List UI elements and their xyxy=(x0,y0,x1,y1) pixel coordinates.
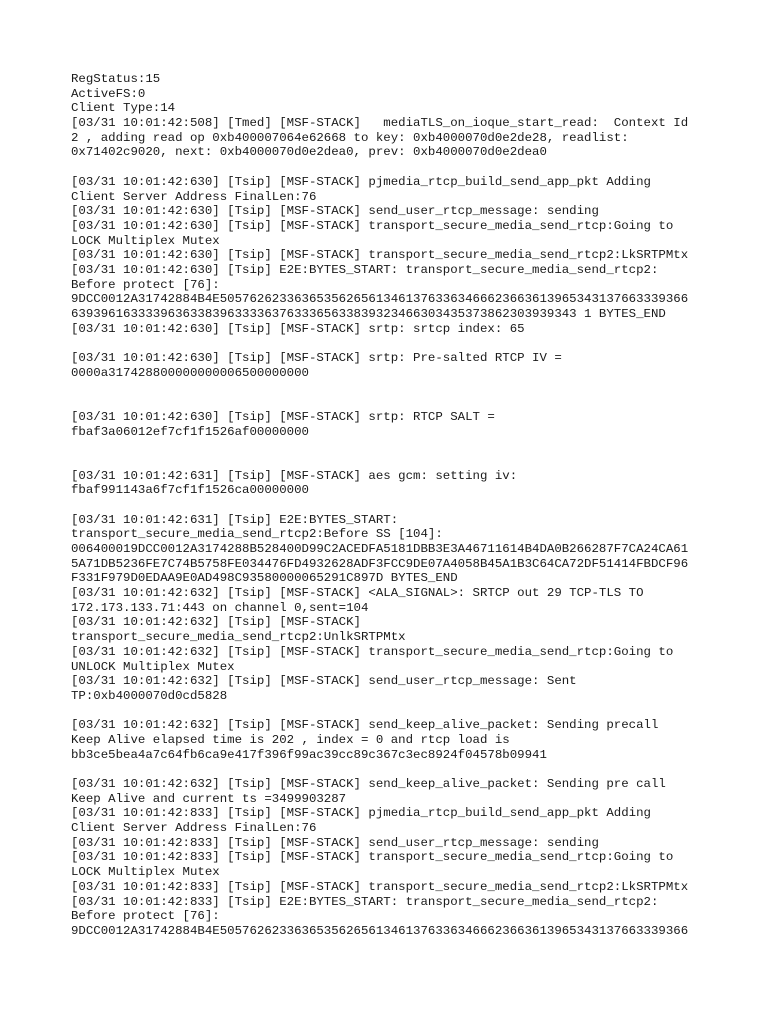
blank-line xyxy=(71,498,711,513)
log-line: LOCK Multiplex Mutex xyxy=(71,233,220,248)
log-line: bb3ce5bea4a7c64fb6ca9e417f396f99ac39cc89c367c3ec8924f04578b09941 xyxy=(71,747,547,762)
blank-line xyxy=(71,160,711,175)
log-line: [03/31 10:01:42:833] [Tsip] [MSF-STACK] transport_secure_media_send_rtcp2:LkSRTPMtx xyxy=(71,879,689,894)
log-line: [03/31 10:01:42:632] [Tsip] [MSF-STACK] transport_secure_media_send_rtcp:Going to xyxy=(71,644,674,659)
log-line: [03/31 10:01:42:630] [Tsip] [MSF-STACK] transport_secure_media_send_rtcp2:LkSRTPMtx xyxy=(71,248,689,263)
log-line: [03/31 10:01:42:632] [Tsip] [MSF-STACK] send_keep_alive_packet: Sending pre call xyxy=(71,777,666,791)
blank-line xyxy=(71,380,711,395)
blank-line xyxy=(71,704,711,719)
log-line: [03/31 10:01:42:508] [Tmed] [MSF-STACK] mediaTLS_on_ioque_start_read: Context Id xyxy=(71,116,689,131)
blank-line xyxy=(71,395,711,410)
log-line: Before protect [76]: xyxy=(71,909,220,924)
log-line: [03/31 10:01:42:632] [Tsip] [MSF-STACK] send_keep_alive_packet: Sending precall xyxy=(71,718,659,733)
log-line: Client Server Address FinalLen:76 xyxy=(71,189,317,204)
log-line: 9DCC0012A31742884B4E505762623363653562656134613763363466623663613965343137663339366 xyxy=(71,923,689,938)
log-line: [03/31 10:01:42:631] [Tsip] E2E:BYTES_START: xyxy=(71,512,399,527)
log-line: 0x71402c9020, next: 0xb4000070d0e2dea0, prev: 0xb4000070d0e2dea0 xyxy=(71,145,547,160)
log-line: 2 , adding read op 0xb400007064e62668 to key: 0xb4000070d0e2de28, readlist: xyxy=(71,130,629,145)
log-line: ActiveFS:0 xyxy=(71,86,146,101)
log-line: [03/31 10:01:42:630] [Tsip] [MSF-STACK] srtp: RTCP SALT = xyxy=(71,409,495,424)
log-line: fbaf991143a6f7cf1f1526ca00000000 xyxy=(71,483,309,498)
log-line: [03/31 10:01:42:630] [Tsip] [MSF-STACK] srtp: srtcp index: 65 xyxy=(71,321,525,336)
log-text-block xyxy=(71,72,711,939)
log-line: 0000a317428800000000006500000000 xyxy=(71,365,309,380)
log-line: Before protect [76]: xyxy=(71,277,220,292)
log-line: [03/31 10:01:42:631] [Tsip] [MSF-STACK] aes gcm: setting iv: xyxy=(71,468,518,483)
log-line: F331F979D0EDAA9E0AD498C93580000065291C897D BYTES_END xyxy=(71,571,458,586)
log-line: Keep Alive and current ts =3499903287 xyxy=(71,791,347,806)
log-line: TP:0xb4000070d0cd5828 xyxy=(71,688,228,703)
log-line: 006400019DCC0012A3174288B528400D99C2ACEDFA5181DBB3E3A46711614B4DA0B266287F7CA24CA61 xyxy=(71,542,689,556)
log-line: [03/31 10:01:42:630] [Tsip] [MSF-STACK] transport_secure_media_send_rtcp:Going to xyxy=(71,218,674,233)
log-line: [03/31 10:01:42:630] [Tsip] E2E:BYTES_START: transport_secure_media_send_rtcp2: xyxy=(71,262,659,277)
log-line: [03/31 10:01:42:632] [Tsip] [MSF-STACK] xyxy=(71,615,361,630)
log-line: [03/31 10:01:42:632] [Tsip] [MSF-STACK] <ALA_SIGNAL>: SRTCP out 29 TCP-TLS TO xyxy=(71,586,644,601)
log-line: Client Type:14 xyxy=(71,101,176,116)
log-line: [03/31 10:01:42:630] [Tsip] [MSF-STACK] srtp: Pre-salted RTCP IV = xyxy=(71,351,562,366)
log-line: [03/31 10:01:42:833] [Tsip] [MSF-STACK] transport_secure_media_send_rtcp:Going to xyxy=(71,850,674,865)
log-line: transport_secure_media_send_rtcp2:UnlkSRTPMtx xyxy=(71,630,406,645)
log-line: [03/31 10:01:42:833] [Tsip] E2E:BYTES_START: transport_secure_media_send_rtcp2: xyxy=(71,894,659,909)
log-line: [03/31 10:01:42:630] [Tsip] [MSF-STACK] pjmedia_rtcp_build_send_app_pkt Adding xyxy=(71,174,651,189)
log-line: fbaf3a06012ef7cf1f1526af00000000 xyxy=(71,424,309,439)
log-line: 5A71DB5236FE7C74B5758FE034476FD4932628ADF3FCC9DE07A4058B45A1B3C64CA72DF51414FBDCF96 xyxy=(71,556,689,571)
log-line: [03/31 10:01:42:630] [Tsip] [MSF-STACK] send_user_rtcp_message: sending xyxy=(71,204,599,219)
log-line: [03/31 10:01:42:833] [Tsip] [MSF-STACK] pjmedia_rtcp_build_send_app_pkt Adding xyxy=(71,806,651,821)
log-line: UNLOCK Multiplex Mutex xyxy=(71,659,235,674)
log-line: RegStatus:15 xyxy=(71,72,161,86)
blank-line xyxy=(71,439,711,454)
log-line: [03/31 10:01:42:833] [Tsip] [MSF-STACK] send_user_rtcp_message: sending xyxy=(71,835,599,850)
log-line: Client Server Address FinalLen:76 xyxy=(71,821,317,836)
log-line: 9DCC0012A31742884B4E505762623363653562656134613763363466623663613965343137663339366 xyxy=(71,292,689,307)
log-line: [03/31 10:01:42:632] [Tsip] [MSF-STACK] send_user_rtcp_message: Sent xyxy=(71,674,577,689)
log-line: LOCK Multiplex Mutex xyxy=(71,865,220,880)
blank-line xyxy=(71,762,711,777)
log-line: Keep Alive elapsed time is 202 , index = 0 and rtcp load is xyxy=(71,732,510,747)
log-line: transport_secure_media_send_rtcp2:Before SS [104]: xyxy=(71,527,443,542)
log-line: 63939616333396363383963333637633365633839323466303435373862303939343 1 BYTES_END xyxy=(71,307,666,321)
blank-line xyxy=(71,336,711,351)
blank-line xyxy=(71,454,711,469)
log-line: 172.173.133.71:443 on channel 0,sent=104 xyxy=(71,600,369,615)
